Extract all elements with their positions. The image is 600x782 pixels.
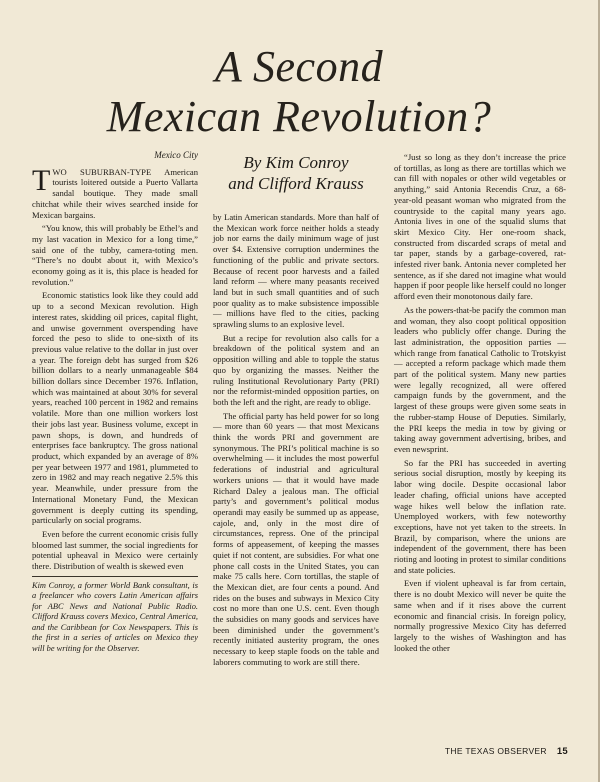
column-1 [32, 150, 198, 657]
paragraph: “You know, this will probably be Ethel’s and my last vacation in Mexico for a long time,” said one of the tubby, camera-toting men. “There’s no doubt about it, with Mexico’s economy going as it is, this place is headed for revolution.” [32, 223, 198, 287]
title-line-1: A Second [214, 42, 384, 91]
article-title [0, 42, 598, 142]
publication-name: THE TEXAS OBSERVER [444, 746, 547, 756]
paragraph: “Just so long as they don’t increase the price of tortillas, as long as there are tortillas which we can fill with nopales or other wild vegetables or anything,” said Antonia Recendis Cruz, a 68-year-old peasant woman who migrated from the countryside to the capital many years ago. Antonia lives in one of the squalid slums that skirt Mexico City. Her one-room shack, constructed from discarded scraps of metal and tar paper, stands by a garbage-covered, rat-infested river bank. Antonia never completed her sentence, as if she dared not imagine what would happen if poor people like herself could no longer afford even their monotonous daily fare. [394, 152, 566, 302]
drop-cap: T [32, 163, 51, 197]
paragraph: As the powers-that-be pacify the common man and woman, they also coopt political opposition leaders who publicly offer change. During the last administration, the opposition parties — which range from fanatical Catholic to Trotskyist — accepted a reform package which made them part of the political system. Many new parties were legally recognized, all were offered campaign funds by the government, and the largest of these groups were given some seats in the rubber-stamp House of Deputies. Similarly, the PRI keeps the media in tow by giving or taking away government advertising, bribes, and even newsprint. [394, 304, 566, 454]
paragraph: So far the PRI has succeeded in averting serious social disruption, mostly by keeping its labor wing docile. Despite occasional labor leader chafing, official unions have accepted wage hikes well below the inflation rate. Unemployed workers, with few noteworthy exceptions, have not yet taken to the streets. In Brazil, by comparison, where the unions are independent of the government, there has been rioting and looting in protest to similar conditions and state policies. [394, 457, 566, 575]
dateline: Mexico City [154, 150, 198, 160]
lead-paragraph [32, 163, 198, 221]
paragraph: Even if violent upheaval is far from certain, there is no doubt Mexico will never be quite the same when and if it rises above the current economic and financial crisis. In foreign policy, normally progressive Mexico City has deferred largely to the wishes of Washington and has looked the other [394, 578, 566, 653]
page-footer [445, 746, 568, 757]
paragraph: by Latin American standards. More than half of the Mexican work force neither holds a steady job nor earns the daily minimum wage of just over $4. Extensive corruption undermines the functioning of the public and private sectors. Because of recent poor harvests and a failed land reform — where many peasants received land but in such small quantities and of such poor quality as to make subsistence impossible — millions have fled to the cities, packing sprawling slums to an explosive level. [213, 212, 379, 330]
paragraph: But a recipe for revolution also calls for a breakdown of the political system and an opposition willing and able to topple the status quo by organizing the masses. Neither the ruling Institutional Revolutionary Party (PRI) nor the reformist-minded opposition parties, on both the left and the right, are ready to oblige. [213, 332, 379, 407]
author-bio: Kim Conroy, a former World Bank consultant, is a freelancer who covers Latin American affairs for ABC News and National Public Radio. Clifford Krauss covers Mexico, Central America, and the Caribbean for Cox Newspapers. This is the first in a series of articles on Mexico they will be writing for the Observer. [32, 580, 198, 653]
lead-text: WO SUBURBAN-TYPE American tourists loitered outside a Puerto Vallarta sandal boutique. They made small chitchat while their wives searched inside for Mexican bargains. [32, 166, 198, 220]
bio-divider [32, 576, 198, 577]
byline [213, 152, 379, 194]
page-number: 15 [556, 746, 568, 757]
column-2 [213, 150, 379, 671]
column-3 [394, 152, 566, 656]
paragraph: Economic statistics look like they could add up to a second Mexican revolution. High interest rates, skidding oil prices, capital flight, and unwise government overspending have forced the peso to slide to one-sixth of its previous value relative to the dollar in just over a year. The foreign debt has surged from $26 billion dollars to a nearly unmanageable $84 billion dollars since December 1976. Inflation, which was maintained at about 30% for several years, reached 100 percent in 1982 and remains volatile. More than one million workers lost their jobs last year. Business volume, except in pawn shops, is down, and hundreds of enterprises face bankruptcy. The gross national product, which expanded by an average of 8% per year between 1977 and 1981, plummeted to zero in 1982 and may reach negative 2.5% this year. Meanwhile, under pressure from the International Monetary Fund, the Mexican government is deeply cutting its spending, particularly on social programs. [32, 290, 198, 526]
paragraph: The official party has held power for so long — more than 60 years — that most Mexicans think the words PRI and government are synonymous. The PRI’s political machine is so overwhelming — it includes the most powerful federations of industrial and agricultural workers unions — that it would have made Richard Daley a jealous man. The official party’s and government’s political modus operandi may easily be summed up as appease, cajole, and, only in the most dire of circumstances, repress. One of the principal forms of appeasement, of keeping the masses quiet if not content, are subsidies. For what one phone call costs in the United States, you can make 75 calls here. Corn tortillas, the staple of the Mexican diet, are four cents a pound. And rides on the buses and subways in Mexico City cost no more than one U.S. cent. Even though the subsidies on many goods and services have been diminished under the government’s recently initiated austerity program, the ones necessary to keep staple foods on the table and laborers commuting to work are still there. [213, 410, 379, 667]
byline-line-1: By Kim Conroy [243, 153, 349, 172]
paragraph: Even before the current economic crisis fully bloomed last summer, the social ingredients for potential upheaval in Mexico were certainly there. Distribution of wealth is skewed even [32, 528, 198, 572]
title-line-2: Mexican Revolution? [106, 92, 492, 141]
byline-line-2: and Clifford Krauss [228, 174, 364, 193]
